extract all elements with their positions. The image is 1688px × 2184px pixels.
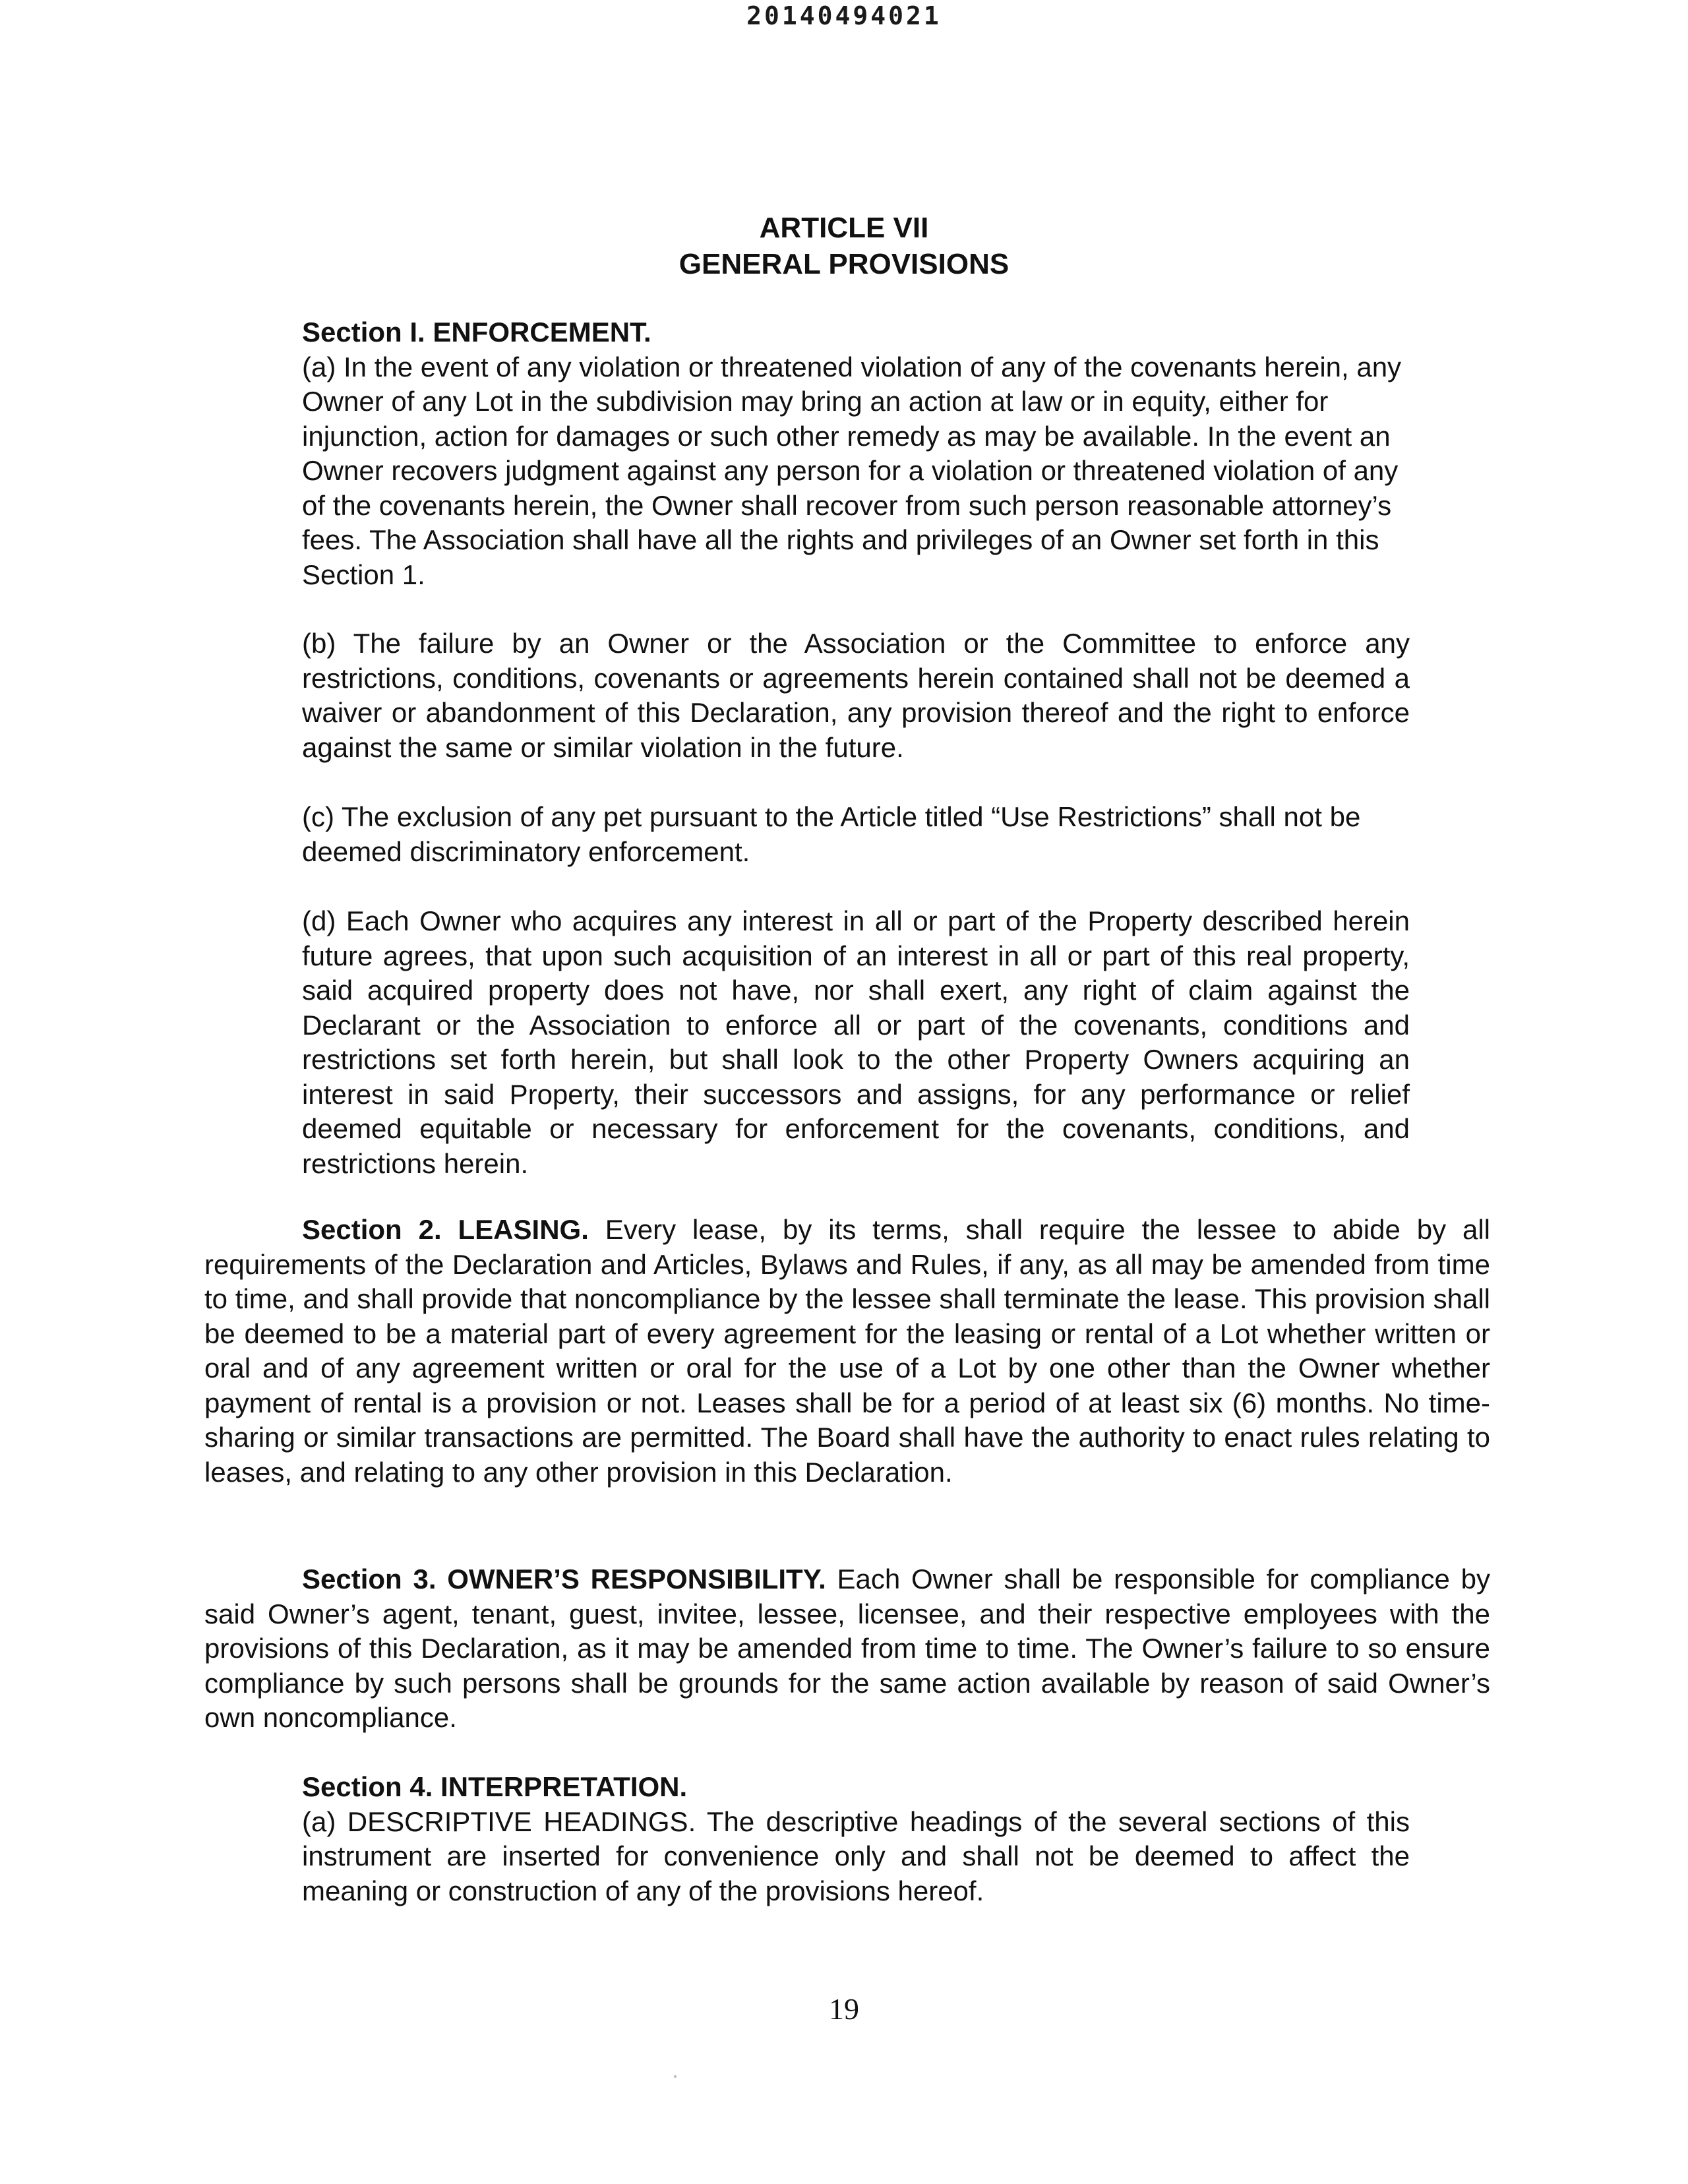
document-number: 20140494021 <box>746 1 942 30</box>
section-1-paragraph-a: (a) In the event of any violation or threatened violation of any of the covenants herein, any Owner of any Lot in the subdivision may bring an action at law or in equity, either for injunction, action for damages or such other remedy as may be available. In the event an Owner recovers judgment against any person for a violation or threatened violation of any of the covenants herein, the Owner shall recover from such person reasonable attorney’s fees. The Association shall have all the rights and privileges of an Owner set forth in this Section 1. <box>302 351 1402 590</box>
section-4-paragraph-a: (a) DESCRIPTIVE HEADINGS. The descriptive headings of the several sections of this instrument are inserted for convenience only and shall not be deemed to affect the meaning or construction of any of the provisions hereof. <box>302 1805 1410 1906</box>
section-1-paragraph-b: (b) The failure by an Owner or the Association or the Committee to enforce any restrictions, conditions, covenants or agreements herein contained shall not be deemed a waiver or abandonment of this Declaration, any provision thereof and the right to enforce against the same or similar violation in the future. <box>302 628 1410 763</box>
scan-speck <box>674 2075 677 2078</box>
section-3-body: Each Owner shall be responsible for compliance by said Owner’s agent, tenant, guest, invitee, lessee, licensee, and their respective employees with the provisions of this Declaration, as it may be amended from time to time. The Owner’s failure to so ensure compliance by such persons shall be grounds for the same action available by reason of said Owner’s own noncompliance. <box>204 1563 1490 1733</box>
section-2-body: Every lease, by its terms, shall require the lessee to abide by all requirements of the Declaration and Articles, Bylaws and Rules, if any, as all may be amended from time to time, and shall provide that noncompliance by the lessee shall terminate the lease. This provision shall be deemed to be a material part of every agreement for the leasing or rental of a Lot whether written or oral and of any agreement written or oral for the use of a Lot by one other than the Owner whether payment of rental is a provision or not. Leases shall be for a period of at least six (6) months. No time-sharing or similar transactions are permitted. The Board shall have the authority to enact rules relating to leases, and relating to any other provision in this Declaration. <box>204 1214 1490 1488</box>
section-3 <box>204 1562 1490 1736</box>
article-number: ARTICLE VII <box>759 212 929 244</box>
section-1-paragraph-c: (c) The exclusion of any pet pursuant to the Article titled “Use Restrictions” shall not be deemed discriminatory enforcement. <box>302 801 1361 867</box>
section-1 <box>302 315 1410 592</box>
section-1-paragraph-d: (d) Each Owner who acquires any interest in all or part of the Property described herein future agrees, that upon such acquisition of an interest in all or part of this real property, said acquired property does not have, nor shall exert, any right of claim against the Declarant or the Association to enforce all or part of the covenants, conditions and restrictions set forth herein, but shall look to the other Property Owners acquiring an interest in said Property, their successors and assigns, for any performance or relief deemed equitable or necessary for enforcement for the covenants, conditions, and restrictions herein. <box>302 905 1410 1179</box>
article-heading <box>0 210 1688 282</box>
section-3-heading: Section 3. OWNER’S RESPONSIBILITY. <box>302 1563 826 1594</box>
section-4 <box>302 1770 1410 1908</box>
page-number: 19 <box>829 1992 859 2026</box>
section-4-heading: Section 4. INTERPRETATION. <box>302 1771 688 1802</box>
article-title: GENERAL PROVISIONS <box>678 248 1010 280</box>
section-1-heading: Section I. ENFORCEMENT. <box>302 317 651 348</box>
section-2 <box>204 1213 1490 1490</box>
section-2-heading: Section 2. LEASING. <box>302 1214 589 1245</box>
